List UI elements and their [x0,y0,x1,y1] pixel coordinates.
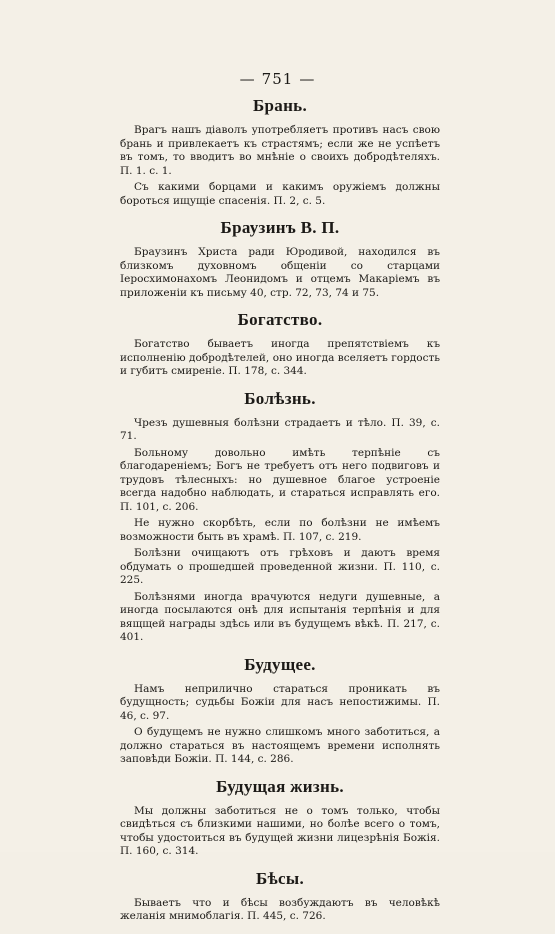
section-heading: Будущая жизнь. [216,776,344,796]
entry-paragraph: О будущемъ не нужно слишкомъ много заботиться, а должно стараться въ настоящемъ времени исполнять заповѣди Божіи. П. 144, с. 286. [120,726,440,765]
section-heading: Бѣсы. [255,868,304,888]
entry-paragraph: Не нужно скорбѣть, если по болѣзни не имѣемъ возможности быть въ храмѣ. П. 107, с. 219. [120,517,440,543]
page-number-value: 751 [261,70,294,88]
section-bolezn [120,389,440,645]
section-heading: Болѣзнь. [244,388,316,408]
entry-paragraph: Съ какими борцами и какимъ оружіемъ должны бороться ищущіе спасенія. П. 2, с. 5. [120,181,440,207]
section-heading: Браузинъ В. П. [220,218,340,237]
page-content [120,96,440,934]
entry-paragraph: Больному довольно имѣть терпѣніе съ благодареніемъ; Богъ не требуетъ отъ него подвиговъ и трудовъ тѣлесныхъ: но душевное благое устроеніе всегда надобно наблюдать, и стараться исправлять его. П. 101, с. 206. [120,446,440,513]
section-budushchee [120,655,440,767]
section-bogatstvo [120,310,440,379]
entry-paragraph: Богатство бываетъ иногда препятствіемъ къ исполненію добродѣтелей, оно иногда вселяетъ гордость и губитъ смиреніе. П. 178, с. 344. [120,338,440,377]
entry-paragraph: Мы должны заботиться не о томъ только, чтобы свидѣться съ близкими нашими, но болѣе всего о томъ, чтобы удостоиться въ будущей жизни лицезрѣнія Божія. П. 160, с. 314. [120,804,440,857]
entry-paragraph: Намъ неприлично стараться проникать въ будущность; судьбы Божіи для насъ непостижимы. П. 46, с. 97. [120,682,440,722]
entry-paragraph: Болѣзнями иногда врачуются недуги душевные, а иногда посылаются онѣ для испытанія терпѣнія и для вящщей награды здѣсь или въ будущемъ вѣкѣ. П. 217, с. 401. [120,590,440,643]
section-heading: Богатство. [237,310,323,329]
entry-paragraph: Бываетъ что и бѣсы возбуждаютъ въ человѣкѣ желанія мнимоблагія. П. 445, с. 726. [120,896,440,922]
section-bran [120,96,440,208]
page-number-dash-left: — [239,70,256,88]
page-number [0,70,555,88]
section-heading: Брань. [252,96,308,115]
page-number-dash-right: — [299,70,316,88]
entry-paragraph: Браузинъ Христа ради Юродивой, находился въ близкомъ духовномъ общеніи со старцами Іеросхимонахомъ Леонидомъ и отцемъ Макаріемъ въ приложеніи къ письму 40, стр. 72, 73, 74 и 75. [120,246,440,299]
section-heading: Будущее. [244,654,316,674]
entry-paragraph: Врагъ нашъ діаволъ употребляетъ противъ насъ свою брань и привлекаетъ къ страстямъ; если же не успѣетъ въ томъ, то вводитъ во мнѣніе о своихъ добродѣтеляхъ. П. 1. с. 1. [120,124,440,177]
section-budushchaya-zhizn [120,777,440,859]
entry-paragraph: Болѣзни очищаютъ отъ грѣховъ и даютъ время обдумать о прошедшей проведенной жизни. П. 110, с. 225. [120,547,440,586]
entry-paragraph: Чрезъ душевныя болѣзни страдаетъ и тѣло. П. 39, с. 71. [120,416,440,442]
section-brauzin [120,218,440,300]
section-besy [120,869,440,924]
